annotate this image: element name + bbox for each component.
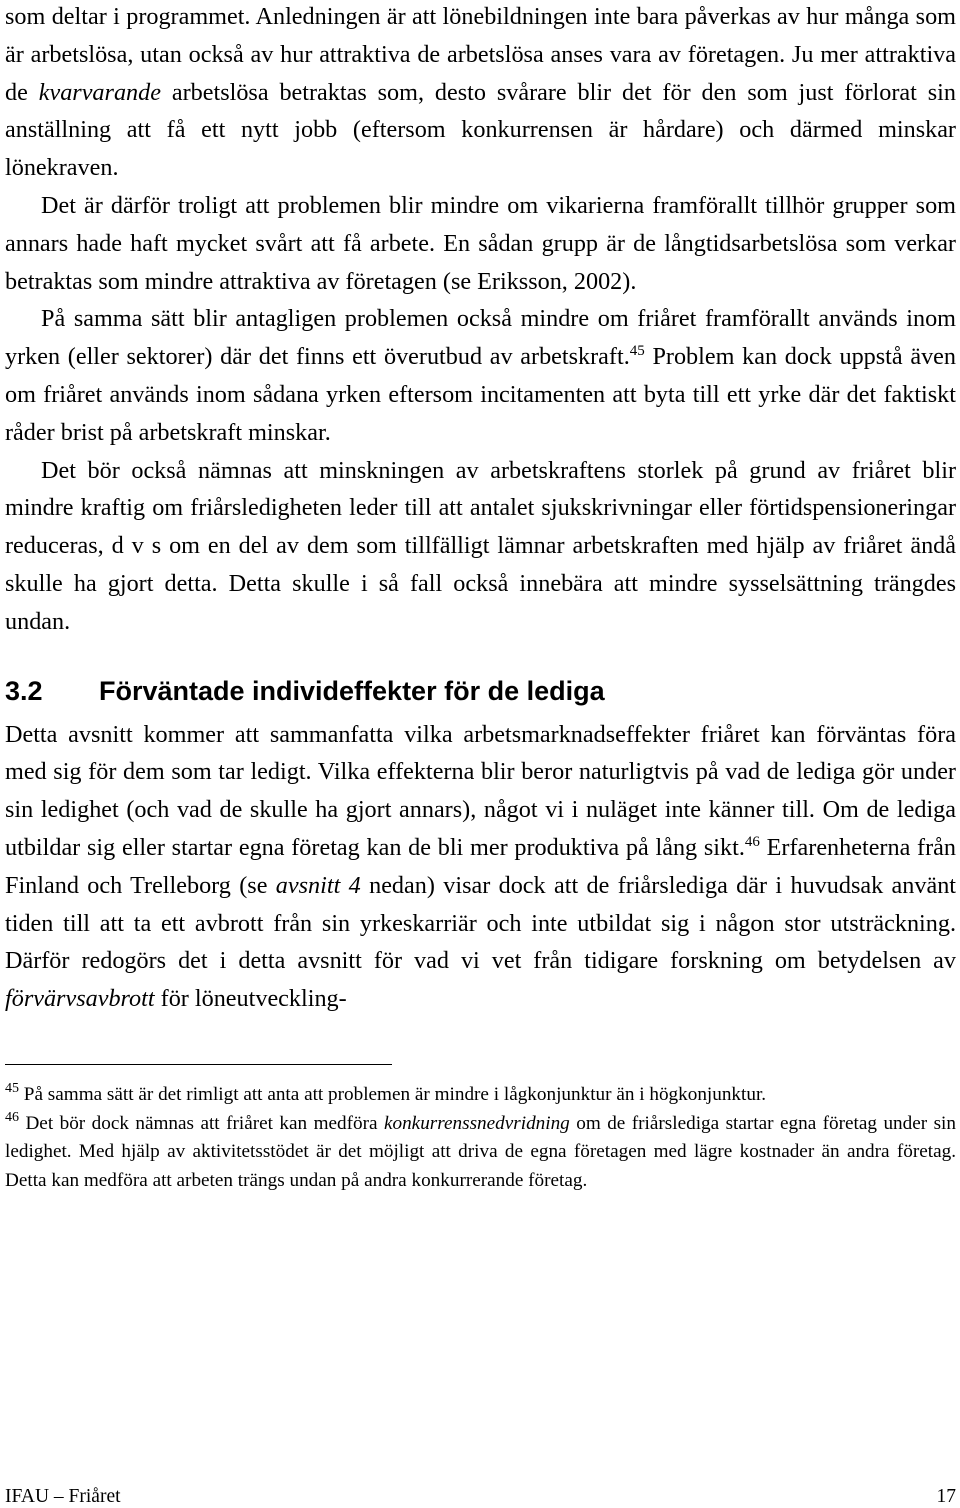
paragraph-text: nedan) visar dock att de friårslediga där i huvudsak använt tiden till att ta ett avbrott från sin yrkeskarriär och inte utbildat sig i någon stor utsträckning. Därför redogörs det i detta avsnitt för vad vi vet från tidigare forskning om betydelsen av [5, 871, 957, 975]
emphasis-text: kvarvarande [38, 78, 161, 106]
footnote-text: Det bör dock nämnas att friåret kan medföra [19, 1112, 384, 1134]
footnote-reference[interactable]: 46 [744, 833, 760, 850]
paragraph-text: arbetslösa betraktas som, desto svårare blir det för den som just förlorat sin anställning att få ett nytt jobb (eftersom konkurrensen är hårdare) och därmed minskar lönekraven. [5, 78, 956, 182]
paragraph-text: Problem kan dock uppstå även om friåret används inom sådana yrken eftersom incitamenten att byta till ett yrke där det faktiskt råder brist på arbetskraft minskar. [5, 343, 956, 446]
body-paragraph [5, 300, 956, 451]
footnotes [5, 1081, 956, 1195]
footnote [5, 1110, 956, 1196]
footnote-reference[interactable]: 45 [629, 343, 645, 360]
body-paragraph [5, 716, 956, 1018]
document-page [5, 0, 956, 1195]
section-heading [5, 675, 956, 707]
paragraph-text: som deltar i programmet. Anledningen är att lönebildningen inte bara påverkas av hur många som är arbetslösa, utan också av hur attraktiva de arbetslösa anses vara av företagen. Ju mer attraktiva de [5, 3, 956, 106]
paragraph-text: Erfarenheterna från Finland och Trelleborg (se [5, 833, 956, 899]
paragraph-text: för löneutveckling- [154, 985, 347, 1013]
page-number: 17 [936, 1486, 956, 1507]
body-paragraph: Det är därför troligt att problemen blir mindre om vikarierna framförallt tillhör grupper som annars hade haft mycket svårt att få arbete. En sådan grupp är de långtidsarbetslösa som verkar betraktas som mindre attraktiva av företagen (se Eriksson, 2002). [5, 191, 956, 295]
page-footer [5, 1486, 956, 1508]
footnote [5, 1081, 956, 1110]
body-paragraph: Det bör också nämnas att minskningen av arbetskraftens storlek på grund av friåret blir mindre kraftig om friårsledigheten leder till att antalet sjukskrivningar eller förtidspensioneringar reduceras, d v s om en del av dem som tillfälligt lämnar arbetskraften med hjälp av friåret ändå skulle ha gjort detta. Detta skulle i så fall också innebära att mindre sysselsättning trängdes undan. [5, 456, 956, 635]
section-number: 3.2 [5, 675, 43, 706]
footnote-separator [5, 1064, 392, 1065]
footnote-number: 46 [5, 1109, 19, 1125]
paragraph-text: På samma sätt blir antagligen problemen också mindre om friåret framförallt används inom yrken (eller sektorer) där det finns ett överutbud av arbetskraft. [5, 305, 956, 371]
footer-title: IFAU – Friåret [5, 1486, 121, 1507]
paragraph-text: Detta avsnitt kommer att sammanfatta vilka arbetsmarknadseffekter friåret kan förväntas föra med sig för dem som tar ledigt. Vilka effekterna blir beror naturligtvis på vad de lediga gör under sin ledighet (och vad de skulle ha gjort annars), något vi i nuläget inte känner till. Om de lediga utbildar sig eller startar egna företag kan de bli mer produktiva på lång sikt. [5, 720, 956, 861]
body-paragraph [5, 0, 956, 187]
emphasis-text: avsnitt 4 [275, 871, 361, 899]
emphasis-text: förvärvsavbrott [5, 985, 155, 1013]
footnote-number: 45 [5, 1080, 19, 1096]
footnote-text: På samma sätt är det rimligt att anta att problemen är mindre i lågkonjunktur än i högkonjunktur. [19, 1083, 767, 1105]
emphasis-text: konkurrenssnedvridning [383, 1112, 570, 1134]
section-title: Förväntade individeffekter för de lediga [99, 675, 605, 706]
footnote-text: om de friårslediga startar egna företag under sin ledighet. Med hjälp av aktivitetsstödet är det möjligt att driva de egna företagen med lägre kostnader än andra företag. Detta kan medföra att arbeten trängs undan på andra konkurrerande företag. [5, 1112, 956, 1191]
